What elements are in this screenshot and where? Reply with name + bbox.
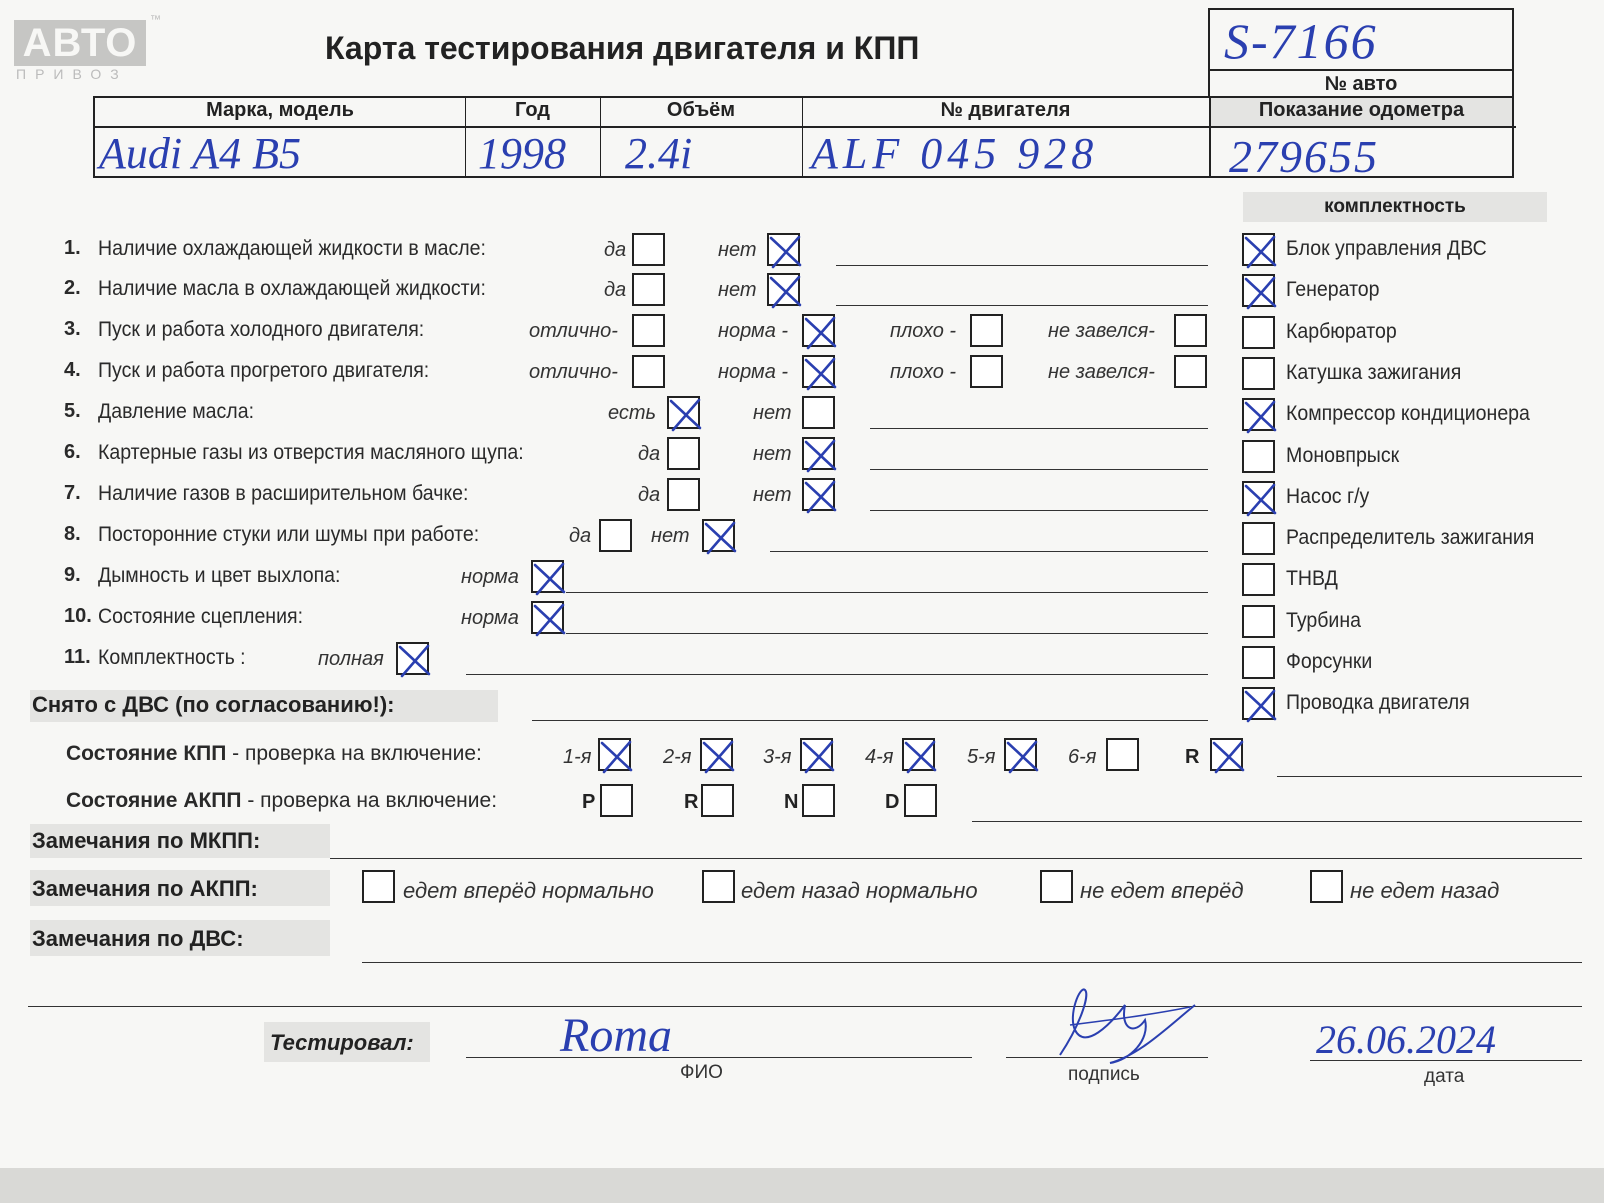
check-mark-icon — [1240, 685, 1281, 726]
gear-label: 5-я — [967, 746, 996, 768]
akpp-remark-label: едет вперёд нормально — [403, 878, 654, 903]
check-option-label: нет — [718, 239, 757, 261]
check-option-checkbox[interactable] — [531, 601, 564, 634]
gear-checkbox[interactable] — [1106, 738, 1139, 771]
completeness-checkbox[interactable] — [1242, 605, 1275, 638]
check-answer-line — [836, 305, 1208, 306]
engine-header: № двигателя — [940, 99, 1071, 121]
check-option-checkbox[interactable] — [802, 396, 835, 429]
make-header: Марка, модель — [206, 99, 354, 121]
akpp-remark-label: едет назад нормально — [741, 878, 978, 903]
check-option-checkbox[interactable] — [802, 355, 835, 388]
header-row-divider — [95, 126, 1516, 128]
check-option-label: да — [638, 484, 661, 506]
car-id-value: S-7166 — [1224, 13, 1378, 69]
volume-header: Объём — [666, 99, 736, 121]
check-question: Комплектность : — [98, 646, 246, 669]
check-option-checkbox[interactable] — [970, 314, 1003, 347]
engine-value: ALF 045 928 — [811, 129, 1099, 178]
completeness-item-label: Карбюратор — [1286, 319, 1397, 343]
check-question: Дымность и цвет выхлопа: — [98, 564, 341, 587]
form-title: Карта тестирования двигателя и КПП — [325, 30, 920, 66]
kpp-label-rest: - проверка на включение: — [226, 742, 482, 765]
gear-checkbox[interactable] — [1210, 738, 1243, 771]
check-mark-icon — [1002, 736, 1043, 777]
completeness-item-label: Генератор — [1286, 278, 1380, 302]
check-option-label: нет — [651, 525, 690, 547]
logo-main-text: АВТО — [14, 20, 146, 66]
check-mark-icon — [1240, 396, 1281, 437]
check-option-checkbox[interactable] — [702, 519, 735, 552]
completeness-checkbox[interactable] — [1242, 316, 1275, 349]
gear-label: R — [1185, 746, 1200, 768]
akpp-remark-label: не едет назад — [1350, 878, 1500, 903]
check-option-label: норма - — [718, 320, 789, 342]
check-option-label: да — [638, 443, 661, 465]
check-option-label: отлично- — [529, 320, 618, 342]
kpp-label — [66, 742, 482, 766]
test-date: 26.06.2024 — [1316, 1017, 1496, 1062]
check-option-label: норма - — [718, 361, 789, 383]
check-option-label: норма — [461, 566, 519, 588]
check-mark-icon — [1240, 479, 1281, 520]
akpp-remark-checkbox[interactable] — [1040, 870, 1073, 903]
check-answer-line — [466, 674, 1208, 675]
check-option-checkbox[interactable] — [667, 396, 700, 429]
signature-scribble — [1050, 985, 1200, 1065]
gear-label: 1-я — [563, 746, 592, 768]
check-answer-line — [566, 592, 1208, 593]
check-question: Картерные газы из отверстия масляного щупа: — [98, 441, 524, 464]
check-option-label: отлично- — [529, 361, 618, 383]
check-option-label: плохо - — [890, 320, 957, 342]
check-number: 3. — [64, 318, 81, 340]
check-number: 7. — [64, 482, 81, 504]
year-header: Год — [515, 99, 550, 121]
completeness-item-label: Блок управления ДВС — [1286, 237, 1487, 260]
check-mark-icon — [900, 736, 941, 777]
remarks-akpp-label: Замечания по АКПП: — [32, 876, 258, 901]
remarks-dvs-line-2 — [28, 1006, 1582, 1007]
check-number: 10. — [64, 605, 92, 627]
gear-checkbox[interactable] — [1004, 738, 1037, 771]
check-number: 11. — [64, 646, 91, 668]
check-option-checkbox[interactable] — [667, 478, 700, 511]
completeness-checkbox[interactable] — [1242, 233, 1275, 266]
check-option-label: не завелся- — [1048, 320, 1155, 342]
check-option-checkbox[interactable] — [632, 355, 665, 388]
akpp-remark-checkbox[interactable] — [702, 870, 735, 903]
completeness-item-label: Моновпрыск — [1286, 443, 1400, 467]
akpp-mode-checkbox[interactable] — [802, 784, 835, 817]
check-mark-icon — [529, 558, 570, 599]
check-number: 4. — [64, 359, 81, 381]
gear-label: 4-я — [865, 746, 894, 768]
completeness-item-label: Проводка двигателя — [1286, 691, 1470, 715]
check-mark-icon — [798, 736, 839, 777]
date-caption: дата — [1424, 1066, 1465, 1087]
check-option-checkbox[interactable] — [396, 642, 429, 675]
check-option-checkbox[interactable] — [802, 478, 835, 511]
name-caption: ФИО — [680, 1062, 723, 1083]
akpp-label — [66, 789, 497, 813]
check-number: 9. — [64, 564, 81, 586]
completeness-item-label: Форсунки — [1286, 650, 1373, 673]
completeness-checkbox[interactable] — [1242, 274, 1275, 307]
akpp-mode-checkbox[interactable] — [904, 784, 937, 817]
remarks-dvs-line — [362, 962, 1582, 963]
completeness-item-label: Компрессор кондиционера — [1286, 402, 1530, 426]
check-option-label: нет — [753, 484, 792, 506]
car-id-box — [1208, 8, 1514, 98]
check-mark-icon — [665, 394, 706, 435]
akpp-remark-checkbox[interactable] — [1310, 870, 1343, 903]
completeness-checkbox[interactable] — [1242, 563, 1275, 596]
odometer-header: Показание одометра — [1258, 99, 1465, 121]
completeness-checkbox[interactable] — [1242, 398, 1275, 431]
check-question: Наличие охлаждающей жидкости в масле: — [98, 237, 486, 260]
tested-label: Тестировал: — [270, 1030, 414, 1055]
check-mark-icon — [529, 599, 570, 640]
tester-name: Roma — [560, 1009, 672, 1062]
check-number: 1. — [64, 237, 81, 259]
akpp-mode-label: R — [684, 791, 699, 813]
completeness-title: комплектность — [1324, 196, 1466, 217]
akpp-label-bold: Состояние АКПП — [66, 789, 242, 812]
akpp-remark-checkbox[interactable] — [362, 870, 395, 903]
remarks-mkpp-line — [330, 858, 1582, 859]
make-value: Audi A4 B5 — [99, 129, 302, 178]
akpp-mode-label: P — [582, 791, 596, 813]
check-mark-icon — [800, 435, 841, 476]
check-question: Посторонние стуки или шумы при работе: — [98, 523, 480, 546]
kpp-line — [1277, 776, 1582, 777]
completeness-checkbox[interactable] — [1242, 522, 1275, 555]
check-option-label: есть — [608, 402, 657, 424]
logo-sub-text: ПРИВОЗ — [16, 66, 128, 82]
completeness-item-label: Турбина — [1286, 608, 1361, 632]
akpp-remark-label: не едет вперёд — [1080, 878, 1244, 903]
check-number: 5. — [64, 400, 81, 422]
completeness-item-label: ТНВД — [1286, 567, 1338, 591]
check-option-checkbox[interactable] — [767, 233, 800, 266]
completeness-checkbox[interactable] — [1242, 646, 1275, 679]
gear-label: 6-я — [1068, 746, 1097, 768]
check-option-checkbox[interactable] — [599, 519, 632, 552]
check-mark-icon — [765, 271, 806, 312]
check-option-checkbox[interactable] — [802, 437, 835, 470]
check-option-checkbox[interactable] — [531, 560, 564, 593]
check-option-label: не завелся- — [1048, 361, 1155, 383]
check-option-checkbox[interactable] — [970, 355, 1003, 388]
akpp-mode-label: D — [885, 791, 900, 813]
check-option-label: полная — [318, 648, 384, 670]
check-mark-icon — [765, 231, 806, 272]
completeness-item-label: Катушка зажигания — [1286, 360, 1462, 384]
check-option-label: да — [604, 239, 627, 261]
check-option-label: да — [569, 525, 592, 547]
gear-checkbox[interactable] — [700, 738, 733, 771]
check-answer-line — [566, 633, 1208, 634]
removed-line — [532, 720, 1208, 721]
check-option-checkbox[interactable] — [632, 233, 665, 266]
vehicle-header-table — [93, 96, 1514, 182]
completeness-item-label: Насос г/у — [1286, 484, 1370, 508]
check-question: Состояние сцепления: — [98, 605, 304, 628]
check-option-checkbox[interactable] — [1174, 314, 1207, 347]
check-answer-line — [770, 551, 1208, 552]
check-option-label: норма — [461, 607, 519, 629]
check-mark-icon — [700, 517, 741, 558]
year-value: 1998 — [478, 129, 566, 178]
gear-checkbox[interactable] — [800, 738, 833, 771]
check-option-checkbox[interactable] — [767, 273, 800, 306]
gear-checkbox[interactable] — [598, 738, 631, 771]
completeness-checkbox[interactable] — [1242, 357, 1275, 390]
check-option-label: нет — [753, 443, 792, 465]
check-option-label: да — [604, 279, 627, 301]
gear-label: 2-я — [663, 746, 692, 768]
avto-privoz-logo — [14, 14, 161, 86]
check-option-checkbox[interactable] — [667, 437, 700, 470]
check-mark-icon — [800, 312, 841, 353]
check-question: Давление масла: — [98, 400, 254, 423]
completeness-checkbox[interactable] — [1242, 440, 1275, 473]
gear-checkbox[interactable] — [902, 738, 935, 771]
check-question: Наличие масла в охлаждающей жидкости: — [98, 277, 486, 300]
check-option-label: нет — [718, 279, 757, 301]
remarks-mkpp-label: Замечания по МКПП: — [32, 828, 261, 853]
completeness-checkbox[interactable] — [1242, 481, 1275, 514]
check-answer-line — [836, 265, 1208, 266]
kpp-label-bold: Состояние КПП — [66, 742, 227, 765]
completeness-checkbox[interactable] — [1242, 687, 1275, 720]
check-mark-icon — [1208, 736, 1249, 777]
gear-label: 3-я — [763, 746, 792, 768]
check-answer-line — [870, 510, 1208, 511]
check-number: 6. — [64, 441, 81, 463]
removed-label: Снято с ДВС (по согласованию!): — [32, 692, 395, 717]
check-question: Пуск и работа холодного двигателя: — [98, 318, 425, 341]
car-id-divider — [1210, 69, 1512, 71]
check-mark-icon — [1240, 272, 1281, 313]
check-number: 8. — [64, 523, 81, 545]
check-mark-icon — [394, 640, 435, 681]
check-option-checkbox[interactable] — [632, 314, 665, 347]
check-option-checkbox[interactable] — [802, 314, 835, 347]
check-answer-line — [870, 469, 1208, 470]
car-id-label: № авто — [1324, 73, 1398, 95]
logo-tm: ™ — [150, 14, 161, 26]
volume-value: 2.4i — [625, 129, 693, 178]
akpp-mode-checkbox[interactable] — [701, 784, 734, 817]
check-option-checkbox[interactable] — [1174, 355, 1207, 388]
akpp-line — [972, 821, 1582, 822]
check-question: Пуск и работа прогретого двигателя: — [98, 359, 430, 382]
akpp-label-rest: - проверка на включение: — [241, 789, 498, 812]
check-mark-icon — [1240, 231, 1281, 272]
check-option-label: нет — [753, 402, 792, 424]
check-mark-icon — [800, 476, 841, 517]
check-option-label: плохо - — [890, 361, 957, 383]
completeness-item-label: Распределитель зажигания — [1286, 526, 1535, 550]
name-line — [466, 1057, 972, 1058]
remarks-dvs-label: Замечания по ДВС: — [32, 926, 244, 951]
check-option-checkbox[interactable] — [632, 273, 665, 306]
check-mark-icon — [800, 353, 841, 394]
odometer-value: 279655 — [1229, 131, 1379, 182]
check-answer-line — [870, 428, 1208, 429]
check-mark-icon — [596, 736, 637, 777]
akpp-mode-label: N — [784, 791, 799, 813]
check-number: 2. — [64, 277, 81, 299]
check-question: Наличие газов в расширительном бачке: — [98, 482, 469, 505]
check-mark-icon — [698, 736, 739, 777]
akpp-mode-checkbox[interactable] — [600, 784, 633, 817]
signature-caption: подпись — [1068, 1064, 1140, 1085]
